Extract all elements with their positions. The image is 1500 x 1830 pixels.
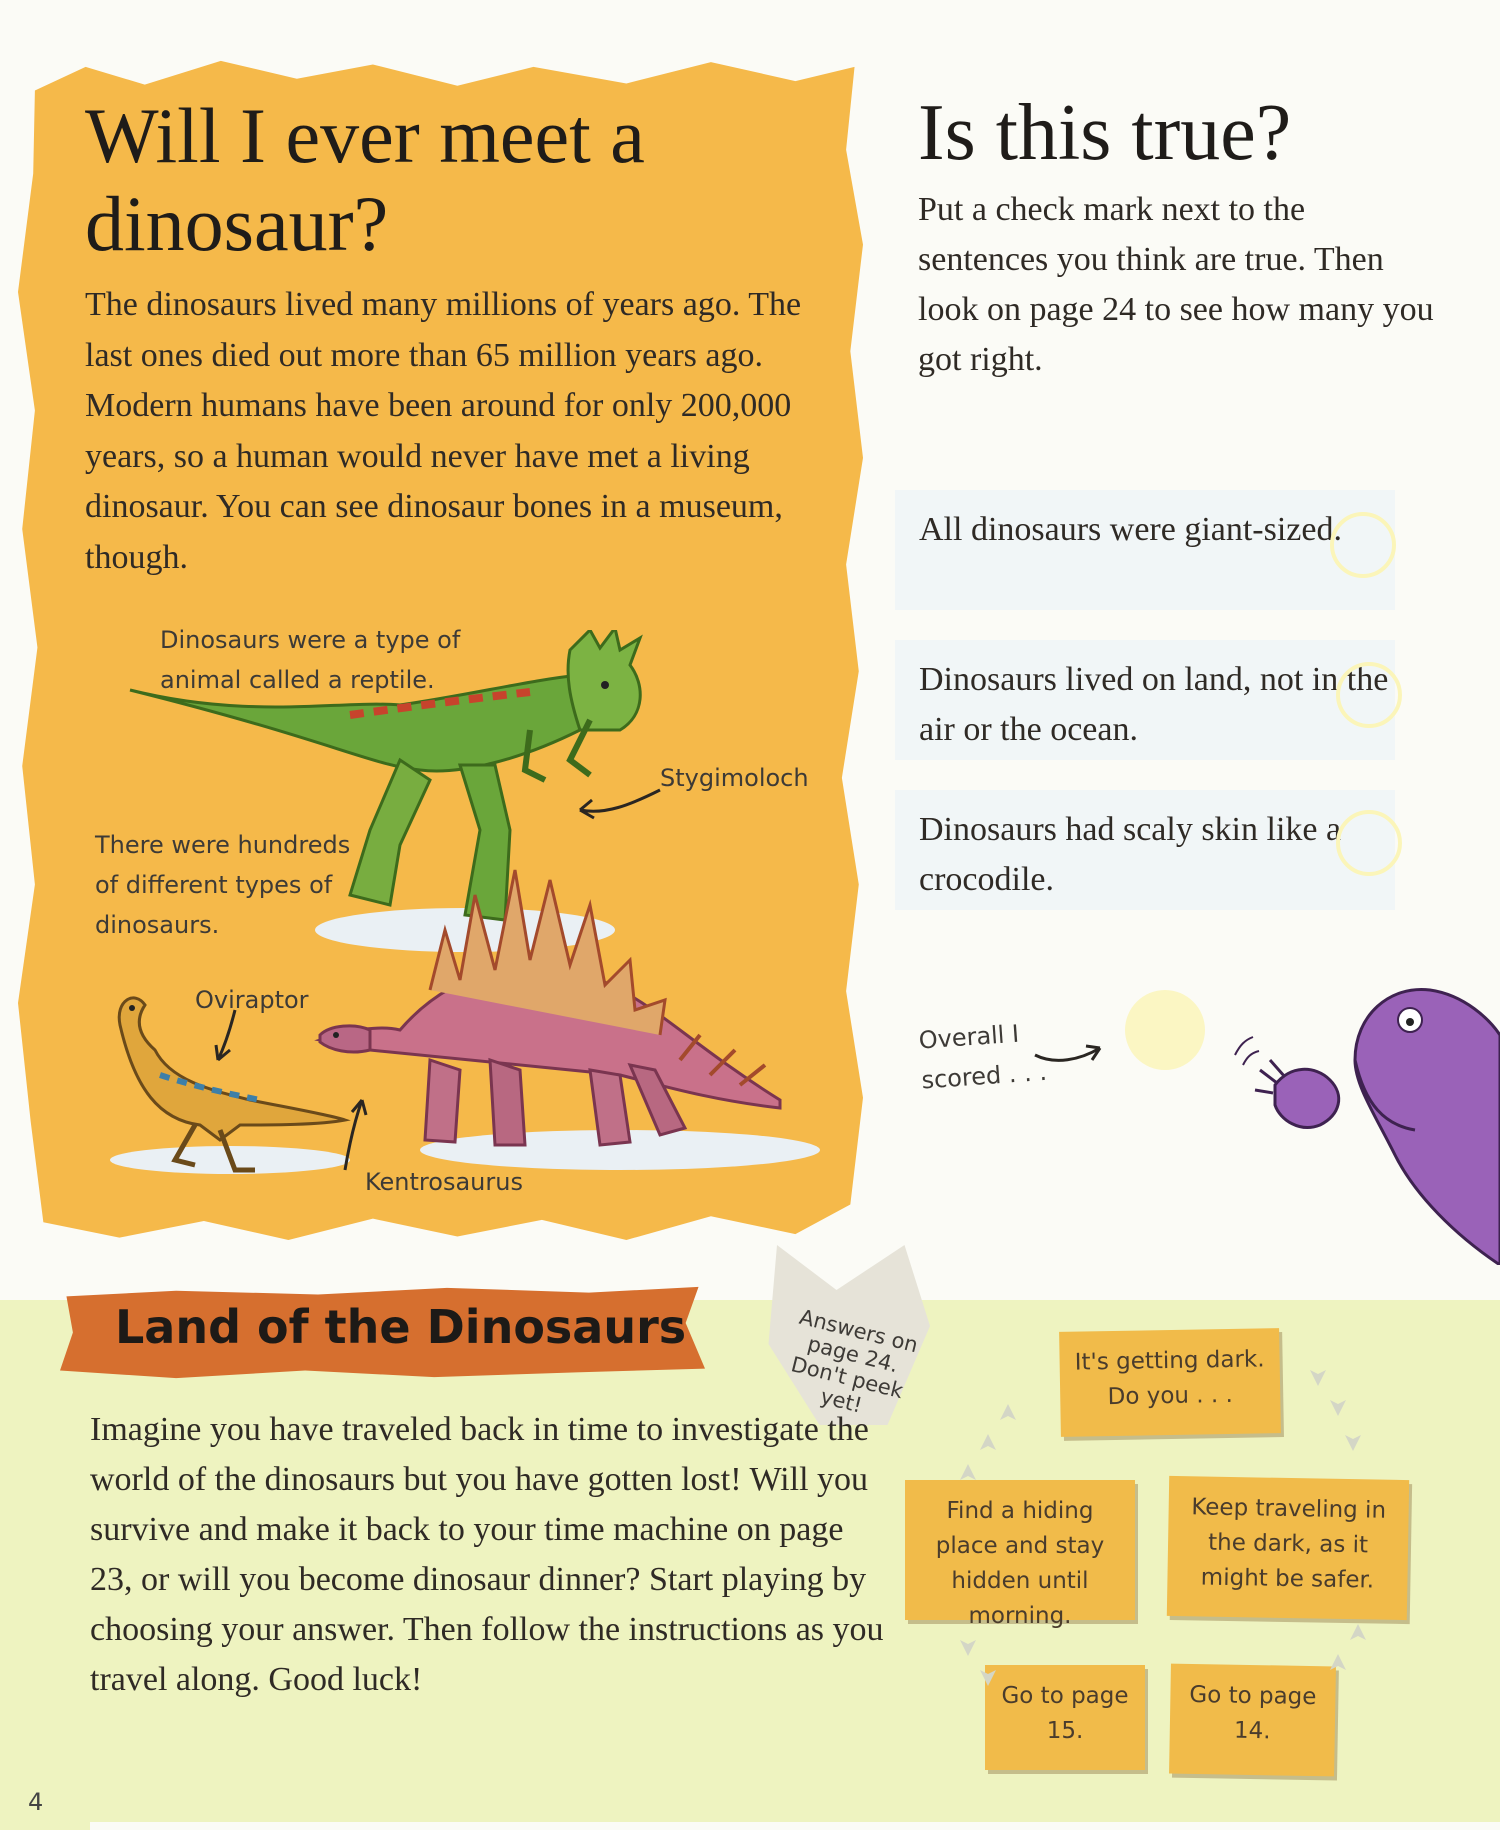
section-title: Land of the Dinosaurs (115, 1300, 687, 1354)
quiz-title: Is this true? (918, 89, 1292, 177)
dinosaur-illustrations (100, 630, 840, 1190)
check-circle-2[interactable] (1336, 662, 1402, 728)
card-goto-14[interactable]: Go to page 14. (1169, 1664, 1336, 1777)
label-oviraptor: Oviraptor (195, 986, 309, 1014)
label-kentrosaurus: Kentrosaurus (365, 1168, 523, 1196)
card-question: It's getting dark. Do you . . . (1059, 1328, 1281, 1437)
quiz-statement-text: Dinosaurs had scaly skin like a crocodile. (919, 811, 1342, 898)
stygimoloch-dinosaur (130, 630, 640, 920)
quiz-statement-3 (895, 790, 1395, 910)
card-goto-15[interactable]: Go to page 15. (985, 1665, 1145, 1770)
quiz-statement-1 (895, 490, 1395, 610)
page-number: 4 (28, 1788, 44, 1816)
card-option-hide[interactable]: Find a hiding place and stay hidden until morning. (905, 1480, 1135, 1620)
quiz-instructions: Put a check mark next to the sentences you think are true. Then look on page 24 to see how many you got right. (918, 191, 1434, 378)
answers-note-text: Answers on page 24. Don't peek yet! (788, 1304, 921, 1418)
quiz-statement-text: All dinosaurs were giant-sized. (919, 511, 1342, 548)
quiz-statement-text: Dinosaurs lived on land, not in the air or the ocean. (919, 661, 1389, 748)
quiz-statement-2 (895, 640, 1395, 760)
score-label: Overall I scored . . . (917, 1019, 1048, 1095)
footprint-trail (940, 1340, 1390, 1720)
page-title: Will I ever meet a dinosaur? (85, 92, 645, 267)
score-circle[interactable] (1125, 990, 1205, 1070)
check-circle-3[interactable] (1336, 810, 1402, 876)
caption-hundreds: There were hundreds of different types of dinosaurs. (95, 831, 351, 939)
purple-dinosaur-mascot (1215, 965, 1500, 1265)
score-arrow-icon (1030, 1030, 1110, 1070)
caption-reptile: Dinosaurs were a type of animal called a reptile. (160, 626, 461, 694)
game-intro-paragraph: Imagine you have traveled back in time to investigate the world of the dinosaurs but you have gotten lost! Will you survive and make it back to your time machine on page 23, or will you become dinosaur dinner? Start playing by choosing your answer. Then follow the instructions as you travel along. Good luck! (90, 1411, 884, 1698)
check-circle-1[interactable] (1330, 512, 1396, 578)
card-option-travel[interactable]: Keep traveling in the dark, as it might be safer. (1167, 1476, 1409, 1620)
label-stygimoloch: Stygimoloch (660, 764, 809, 792)
footprint-icon (960, 1370, 1366, 1686)
intro-paragraph: The dinosaurs lived many millions of years ago. The last ones died out more than 65 million years ago. Modern humans have been around for only 200,000 years, so a human would never have met a living dinosaur. You can see dinosaur bones in a museum, though. (85, 286, 802, 576)
